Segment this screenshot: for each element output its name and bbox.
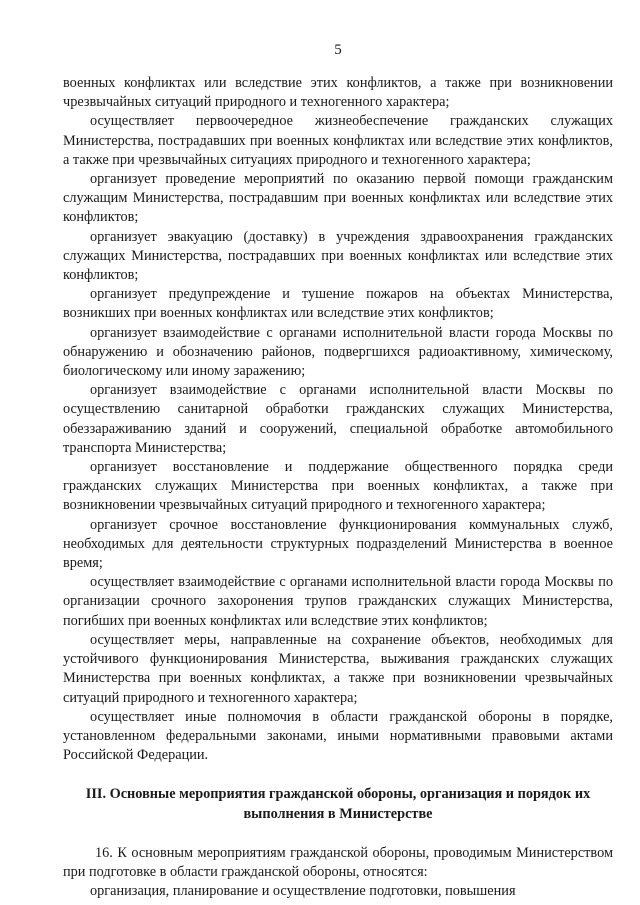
- paragraph: осуществляет меры, направленные на сохранение объектов, необходимых для устойчивого функционирования Министерства, выживания гражданских служащих Министерства при военных конфликтах, а также при возникновении чрезвычайных ситуаций природного и техногенного характера;: [63, 631, 613, 706]
- paragraph: военных конфликтах или вследствие этих конфликтов, а также при возникновении чрезвычайных ситуаций природного и техногенного характера;: [63, 75, 613, 111]
- paragraph: организует восстановление и поддержание общественного порядка среди гражданских служащих Министерства при военных конфликтах, а также при возникновении чрезвычайных ситуаций природного и техногенного характера;: [63, 459, 613, 514]
- paragraph: организует эвакуацию (доставку) в учреждения здравоохранения гражданских служащих Министерства, пострадавших при военных конфликтах или вследствие этих конфликтов;: [63, 228, 613, 284]
- paragraph: осуществляет взаимодействие с органами исполнительной власти города Москвы по организации срочного захоронения трупов гражданских служащих Министерства, погибших при военных конфликтах или вследствие этих конфликтов;: [63, 574, 613, 629]
- paragraph: организует предупреждение и тушение пожаров на объектах Министерства, возникших при военных конфликтах или вследствие этих конфликтов;: [63, 286, 613, 322]
- page-number: 5: [334, 42, 342, 58]
- paragraph: осуществляет иные полномочия в области гражданской обороны в порядке, установленном федеральными законами, иными нормативными правовыми актами Российской Федерации.: [63, 708, 613, 764]
- paragraph-list: [63, 74, 613, 765]
- paragraph: осуществляет первоочередное жизнеобеспечение гражданских служащих Министерства, пострадавших при военных конфликтах или вследствие этих конфликтов, а также при чрезвычайных ситуациях природного и техногенного характера;: [63, 113, 613, 168]
- clause-16: 16. К основным мероприятиям гражданской обороны, проводимым Министерством при подготовке в области гражданской обороны, относятся:: [63, 844, 613, 880]
- document-page: [63, 42, 613, 901]
- paragraph: организует проведение мероприятий по оказанию первой помощи гражданским служащим Министерства, пострадавшим при военных конфликтах или вследствие этих конфликтов;: [63, 171, 613, 226]
- paragraph: организует срочное восстановление функционирования коммунальных служб, необходимых для деятельности структурных подразделений Министерства в военное время;: [63, 516, 613, 572]
- section-heading: III. Основные мероприятия гражданской обороны, организация и порядок их выполнения в Министерстве: [85, 786, 591, 822]
- paragraph: организует взаимодействие с органами исполнительной власти Москвы по осуществлению санитарной обработки гражданских служащих Министерства, обеззараживанию зданий и сооружений, специальной обработке автомобильного транспорта Министерства;: [63, 382, 613, 456]
- paragraph: организует взаимодействие с органами исполнительной власти города Москвы по обнаружению и обозначению районов, подвергшихся радиоактивному, химическому, биологическому или иному заражению;: [63, 324, 613, 380]
- paragraph-continued: организация, планирование и осуществление подготовки, повышения: [90, 883, 516, 900]
